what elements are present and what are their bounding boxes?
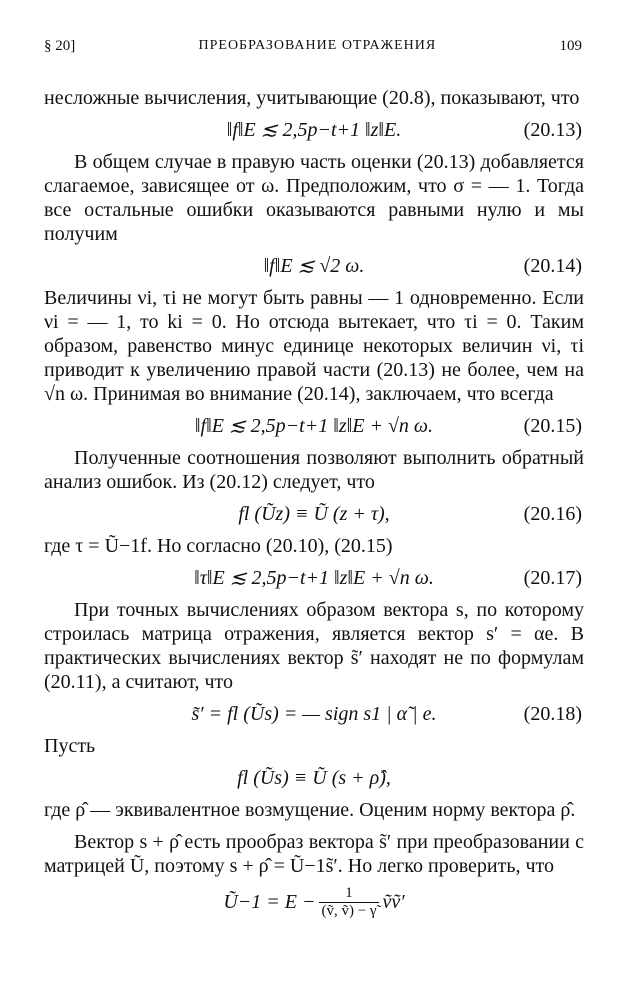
page-body xyxy=(44,86,584,926)
equation-number: (20.15) xyxy=(523,415,582,437)
fraction-numerator: 1 xyxy=(319,885,378,903)
running-title: ПРЕОБРАЗОВАНИЕ ОТРАЖЕНИЯ xyxy=(198,38,437,53)
fraction xyxy=(319,885,378,920)
paragraph: Пусть xyxy=(44,735,96,757)
section-ref: § 20] xyxy=(44,37,76,54)
paragraph: Полученные соотношения позволяют выполнить обратный анализ ошибок. Из (20.12) следует, что xyxy=(44,447,584,493)
equation-20-18 xyxy=(44,694,584,734)
equation-inverse-matrix xyxy=(44,878,584,926)
equation-unnumbered xyxy=(44,758,584,798)
page-number: 109 xyxy=(559,37,582,54)
equation-formula: s̃′ = fl (Ũs) = — sign s1 | α̃ | e. xyxy=(191,703,437,725)
equation-20-14 xyxy=(44,246,584,286)
equation-20-16 xyxy=(44,494,584,534)
equation-formula: ‖f‖E ≲ √2 ω. xyxy=(263,255,365,277)
equation-number: (20.16) xyxy=(523,503,582,525)
equation-20-15 xyxy=(44,406,584,446)
paragraph: несложные вычисления, учитывающие (20.8), показывают, что xyxy=(44,87,580,109)
equation-number: (20.18) xyxy=(523,703,582,725)
paragraph: где ρ̂ — эквивалентное возмущение. Оценим норму вектора ρ̂. xyxy=(44,799,576,821)
equation-formula: ‖f‖E ≲ 2,5p−t+1 ‖z‖E. xyxy=(226,119,402,141)
equation-20-13 xyxy=(44,110,584,150)
equation-rhs: ṽṽ′ xyxy=(382,891,405,913)
fraction-denominator: (ṽ, ṽ) − γ̃ xyxy=(321,902,377,919)
paragraph: При точных вычислениях образом вектора s, по которому строилась матрица отражения, является вектор s′ = αe. В практических вычислениях вектор s̃′ находят не по формулам (20.11), а считают, что xyxy=(44,599,584,693)
equation-lhs: Ũ−1 = E − xyxy=(223,891,316,913)
running-header xyxy=(44,36,582,56)
equation-formula: ‖τ‖E ≲ 2,5p−t+1 ‖z‖E + √n ω. xyxy=(194,567,434,589)
equation-formula: ‖f‖E ≲ 2,5p−t+1 ‖z‖E + √n ω. xyxy=(194,415,434,437)
paragraph: Величины νi, τi не могут быть равны — 1 одновременно. Если νi = — 1, то ki = 0. Но отсюда вытекает, что τi = 0. Таким образом, равенство минус единице некоторых величин νi, τi приводит к увеличению правой части (20.13) не более, чем на √n ω. Принимая во внимание (20.14), заключаем, что всегда xyxy=(44,287,584,405)
equation-20-17 xyxy=(44,558,584,598)
equation-number: (20.14) xyxy=(523,255,582,277)
equation-number: (20.13) xyxy=(523,119,582,141)
paragraph: В общем случае в правую часть оценки (20.13) добавляется слагаемое, зависящее от ω. Предположим, что σ = — 1. Тогда все остальные ошибки оказываются равными нулю и мы получим xyxy=(44,151,584,245)
equation-number: (20.17) xyxy=(523,567,582,589)
paragraph: где τ = Ũ−1f. Но согласно (20.10), (20.15) xyxy=(44,535,393,557)
equation-formula: fl (Ũs) ≡ Ũ (s + ρ̂), xyxy=(237,767,391,789)
equation-formula: fl (Ũz) ≡ Ũ (z + τ), xyxy=(238,503,390,525)
paragraph: Вектор s + ρ̂ есть прообраз вектора s̃′ при преобразовании с матрицей Ũ, поэтому s + ρ̂ = Ũ−1s̃′. Но легко проверить, что xyxy=(44,831,584,877)
